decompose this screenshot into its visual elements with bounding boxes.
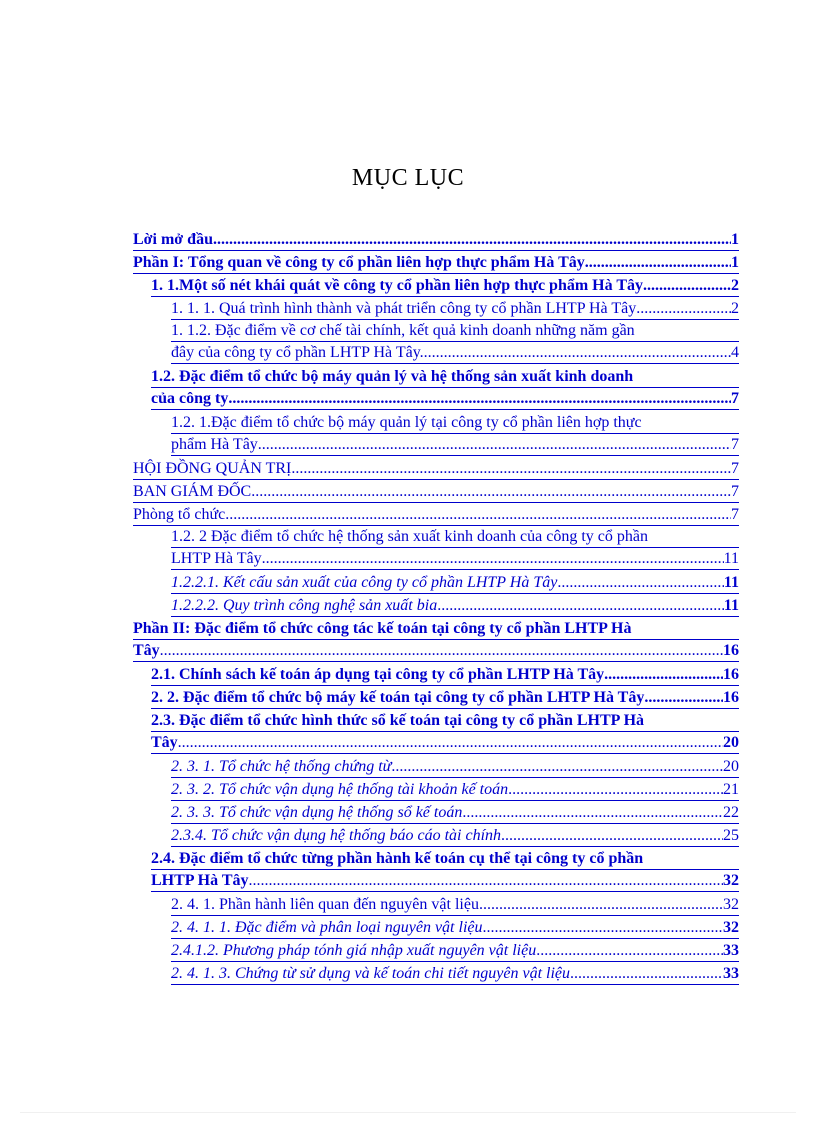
toc-entry-page: 16: [723, 642, 739, 659]
toc-entry-page: 2: [731, 300, 739, 317]
toc-entry-text: Phòng tổ chức: [133, 506, 226, 523]
toc-entry-page: 25: [723, 827, 739, 844]
toc-entry-page: 2: [731, 277, 739, 294]
toc-entry-page: 4: [731, 344, 739, 361]
toc-entry-text-cont: của công ty: [151, 390, 229, 407]
toc-entry[interactable]: [171, 940, 739, 962]
toc-entry[interactable]: [171, 779, 739, 801]
toc-entry-text: 1.2. 2 Đặc điểm tổ chức hệ thống sản xuất kinh doanh của công ty cổ phần: [171, 528, 648, 545]
page-bottom-rule: [20, 1112, 796, 1113]
toc-entry-page: 32: [723, 919, 739, 936]
toc-entry-text: 2. 3. 1. Tổ chức hệ thống chứng từ: [171, 758, 392, 775]
toc-entry-text: 2.3.4. Tổ chức vận dụng hệ thống báo cáo tài chính: [171, 827, 502, 844]
toc-entry[interactable]: [151, 687, 739, 709]
toc-entry-page: 7: [731, 436, 739, 453]
toc-entry-page: 7: [731, 483, 739, 500]
toc-entry-page: 11: [723, 574, 739, 591]
toc-entry-page: 22: [723, 804, 739, 821]
toc-entry-text-cont: Tây: [151, 734, 178, 751]
toc-entry-text: Phần II: Đặc điểm tổ chức công tác kế toán tại công ty cổ phần LHTP Hà: [133, 620, 632, 637]
toc-entry[interactable]: [133, 481, 739, 503]
toc-entry[interactable]: [171, 963, 739, 985]
page-title: MỤC LỤC: [351, 165, 465, 191]
toc-entry-text: 2.3. Đặc điểm tổ chức hình thức sổ kế toán tại công ty cổ phần LHTP Hà: [151, 712, 645, 729]
toc-entry[interactable]: [171, 572, 739, 594]
toc-entry-text: 2.1. Chính sách kế toán áp dụng tại công ty cổ phần LHTP Hà Tây: [151, 666, 605, 683]
toc-entry-text: 2. 4. 1. 1. Đặc điểm và phân loại nguyên vật liệu: [171, 919, 483, 936]
toc-entry-page: 33: [723, 942, 739, 959]
toc-entry-text: 1. 1.2. Đặc điểm về cơ chế tài chính, kết quả kinh doanh những năm gần: [171, 322, 635, 339]
toc-entry-text: 2. 4. 1. 3. Chứng từ sử dụng và kế toán chi tiết nguyên vật liệu: [171, 965, 570, 982]
toc-entry-text: 2. 3. 3. Tổ chức vận dụng hệ thống sổ kế toán: [171, 804, 463, 821]
toc-entry[interactable]: [171, 917, 739, 939]
toc-entry[interactable]: [171, 298, 739, 320]
toc-entry-text: 2.4.1.2. Phương pháp tónh giá nhập xuất nguyên vật liệu: [171, 942, 537, 959]
toc-entry-text: 1. 1. 1. Quá trình hình thành và phát triển công ty cổ phần LHTP Hà Tây: [171, 300, 637, 317]
toc-entry-text: 2.4. Đặc điểm tổ chức từng phần hành kế toán cụ thể tại công ty cổ phần: [151, 850, 644, 867]
toc-entry[interactable]: [171, 595, 739, 617]
toc-entry[interactable]: [171, 825, 739, 847]
toc-entry-page: 11: [723, 597, 739, 614]
toc-entry-text: 2. 3. 2. Tổ chức vận dụng hệ thống tài khoản kế toán: [171, 781, 509, 798]
toc-entry-text: 1.2.2.2. Quy trình công nghệ sản xuất bia: [171, 597, 438, 614]
toc-entry[interactable]: [151, 275, 739, 297]
toc-entry[interactable]: [171, 802, 739, 824]
toc-entry-text: 1.2. 1.Đặc điểm tổ chức bộ máy quản lý tại công ty cổ phần liên hợp thực: [171, 414, 642, 431]
toc-entry-page: 20: [723, 734, 739, 751]
toc-entry[interactable]: [133, 618, 739, 662]
toc-entry-page: 16: [723, 666, 739, 683]
toc-entry[interactable]: [171, 412, 739, 456]
toc-entry-text: 2. 2. Đặc điểm tổ chức bộ máy kế toán tại công ty cổ phần LHTP Hà Tây: [151, 689, 645, 706]
toc-entry[interactable]: [171, 756, 739, 778]
toc-entry-text: Phần I: Tổng quan về công ty cổ phần liên hợp thực phẩm Hà Tây: [133, 254, 585, 271]
toc-entry-page: 7: [731, 460, 739, 477]
toc-entry-page: 16: [723, 689, 739, 706]
toc-entry-page: 1: [731, 231, 739, 248]
toc-entry[interactable]: [151, 366, 739, 410]
toc-entry-page: 32: [723, 896, 739, 913]
toc-entry[interactable]: [171, 320, 739, 364]
toc-entry[interactable]: [151, 664, 739, 686]
toc-entry-text-cont: LHTP Hà Tây: [151, 872, 249, 889]
toc-entry-text-cont: đây của công ty cổ phần LHTP Hà Tây.: [171, 344, 424, 361]
toc-entry-text: 1.2.2.1. Kết cấu sản xuất của công ty cổ phần LHTP Hà Tây: [171, 574, 558, 591]
toc-entry-text-cont: LHTP Hà Tây: [171, 550, 262, 567]
toc-entry[interactable]: [133, 229, 739, 251]
toc-entry-text: 1. 1.Một số nét khái quát về công ty cổ phần liên hợp thực phẩm Hà Tây: [151, 277, 644, 294]
toc-entry-text: 2. 4. 1. Phần hành liên quan đến nguyên vật liệu: [171, 896, 479, 913]
toc-entry-page: 1: [731, 254, 739, 271]
toc-entry[interactable]: [133, 504, 739, 526]
toc-entry-text-cont: phẩm Hà Tây: [171, 436, 258, 453]
toc-entry-page: 32: [723, 872, 739, 889]
toc-entry[interactable]: [171, 526, 739, 570]
toc-entry-page: 7: [731, 390, 739, 407]
toc-entry-page: 33: [723, 965, 739, 982]
toc-entry-text: 1.2. Đặc điểm tổ chức bộ máy quản lý và hệ thống sản xuất kinh doanh: [151, 368, 634, 385]
toc-entry-page: 7: [731, 506, 739, 523]
toc-entry[interactable]: [133, 458, 739, 480]
toc-entry-page: 11: [723, 550, 739, 567]
toc-entry[interactable]: [151, 710, 739, 754]
toc-entry[interactable]: [151, 848, 739, 892]
toc-entry[interactable]: [171, 894, 739, 916]
toc-entry-text: Lời mở đầu: [133, 231, 213, 248]
toc-entry-page: 20: [723, 758, 739, 775]
toc-entry-text-cont: Tây: [133, 642, 160, 659]
toc-entry-text: HỘI ĐỒNG QUẢN TRỊ: [133, 460, 292, 477]
toc-entry[interactable]: [133, 252, 739, 274]
toc-entry-text: BAN GIÁM ĐỐC: [133, 483, 252, 500]
toc-entry-page: 21: [723, 781, 739, 798]
